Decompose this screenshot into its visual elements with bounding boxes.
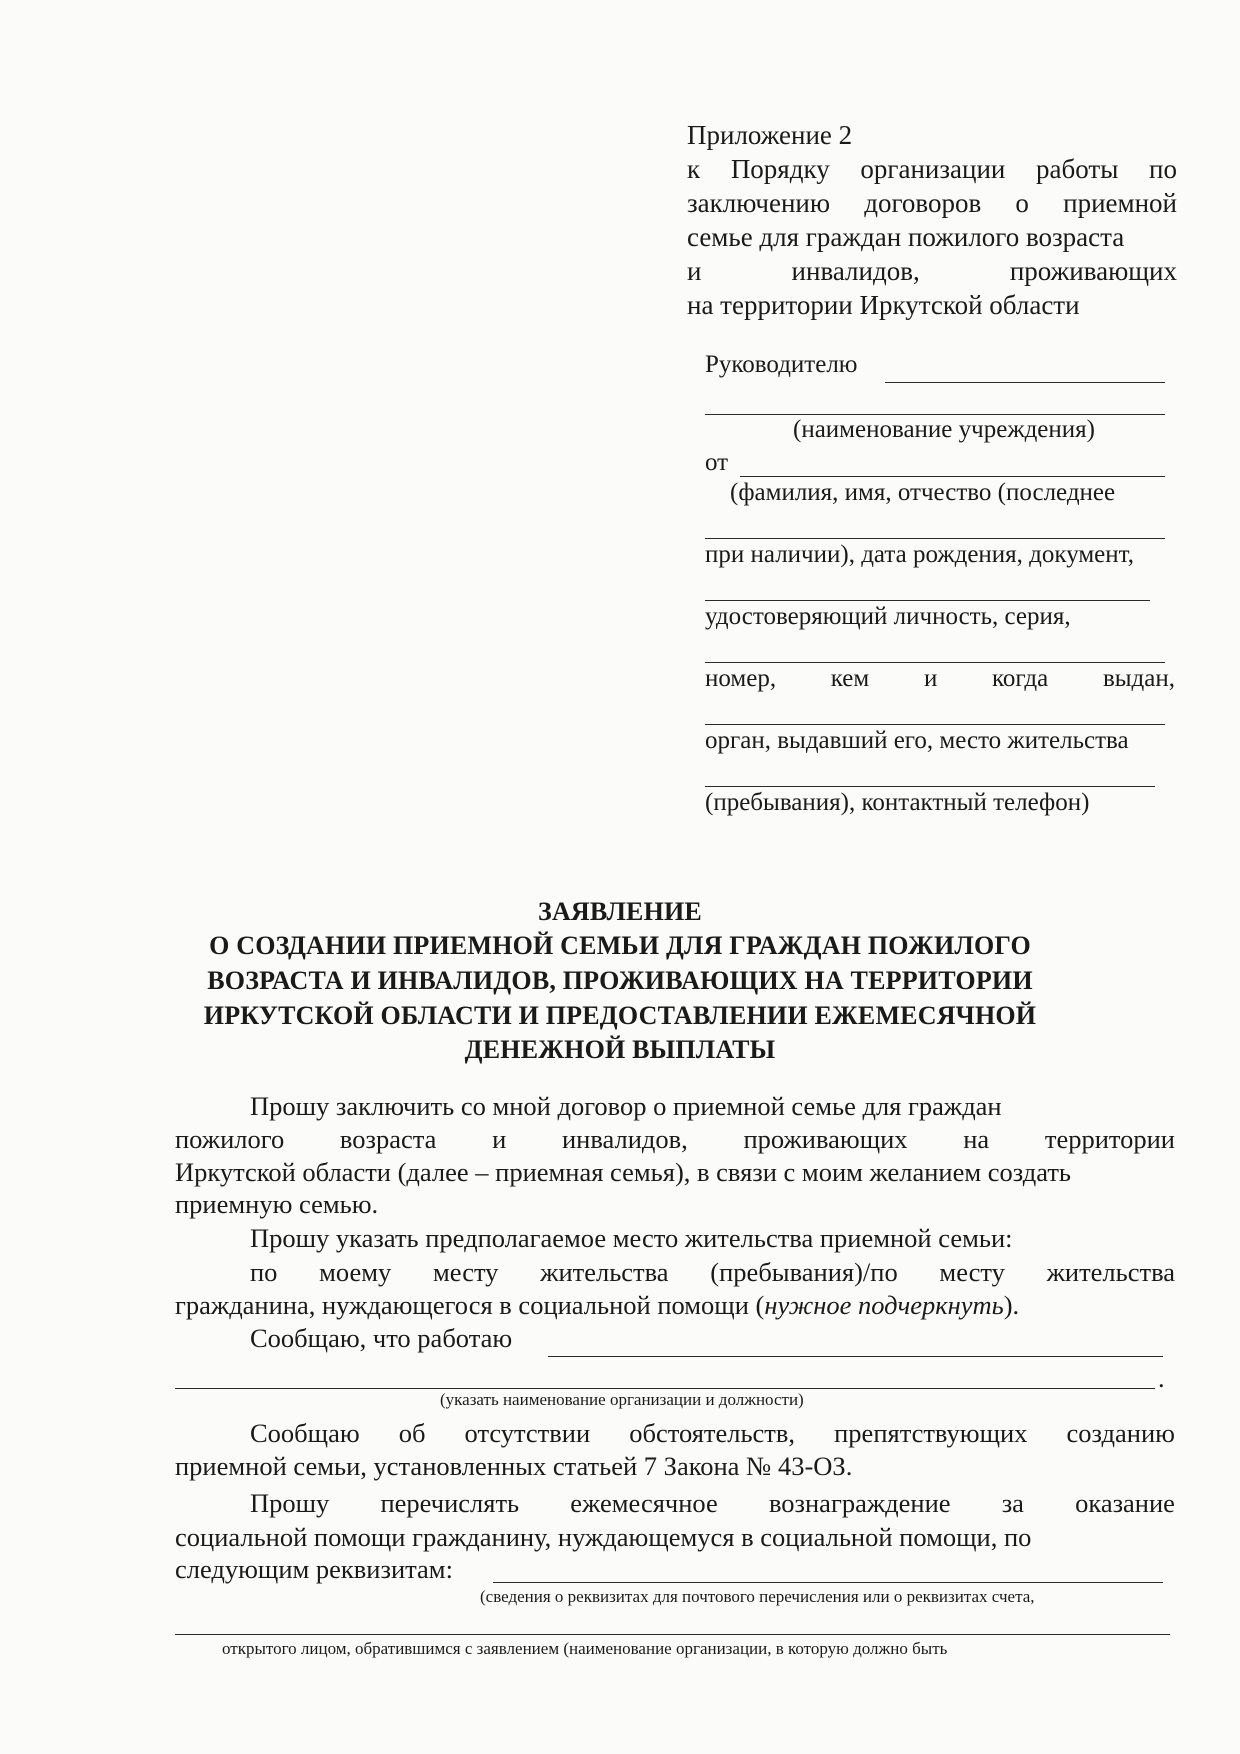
applicant-field-4[interactable] <box>705 662 1165 663</box>
caption-line-6: (пребывания), контактный телефон) <box>705 789 1090 816</box>
applicant-field[interactable] <box>740 476 1165 477</box>
institution-caption: (наименование учреждения) <box>793 416 1095 443</box>
appendix-line-5: на территории Иркутской области <box>687 290 1080 320</box>
appendix-title: Приложение 2 <box>687 120 853 150</box>
work-field[interactable] <box>548 1356 1163 1357</box>
appendix-line-3: семье для граждан пожилого возраста <box>687 222 1125 252</box>
caption-line-2: при наличии), дата рождения, документ, <box>705 541 1134 568</box>
bank-details-field-2[interactable] <box>175 1634 1170 1635</box>
caption-line-5: орган, выдавший его, место жительства <box>705 727 1129 754</box>
p1-line-2: пожилого возраста и инвалидов, проживающих на территории <box>175 1124 1175 1154</box>
appendix-line-4: и инвалидов, проживающих <box>687 256 1177 286</box>
work-field-2[interactable] <box>175 1388 1155 1389</box>
bank-caption-2: открытого лицом, обратившимся с заявлением (наименование организации, в которую должно быть <box>222 1639 948 1658</box>
applicant-field-2[interactable] <box>705 538 1165 539</box>
applicant-field-3[interactable] <box>705 600 1150 601</box>
doc-title-line-3: ВОЗРАСТА И ИНВАЛИДОВ, ПРОЖИВАЮЩИХ НА ТЕРРИТОРИИ <box>207 966 1033 995</box>
head-name-field[interactable] <box>885 382 1165 383</box>
head-label: Руководителю <box>705 351 858 378</box>
work-label: Сообщаю, что работаю <box>250 1323 513 1353</box>
p6-line-1: Прошу перечислять ежемесячное вознаграждение за оказание <box>250 1488 1175 1518</box>
appendix-line-1: к Порядку организации работы по <box>687 154 1177 184</box>
doc-title-line-2: О СОЗДАНИИ ПРИЕМНОЙ СЕМЬИ ДЛЯ ГРАЖДАН ПОЖИЛОГО <box>209 931 1031 960</box>
bank-details-field[interactable] <box>493 1582 1163 1583</box>
doc-title-line-4: ИРКУТСКОЙ ОБЛАСТИ И ПРЕДОСТАВЛЕНИИ ЕЖЕМЕСЯЧНОЙ <box>203 1001 1037 1030</box>
p5-line-2: приемной семьи, установленных статьей 7 Закона № 43-ОЗ. <box>175 1451 853 1481</box>
work-field-dot: . <box>1158 1363 1165 1393</box>
p5-line-1: Сообщаю об отсутствии обстоятельств, препятствующих созданию <box>250 1418 1175 1448</box>
p2-line-1: Прошу указать предполагаемое место жительства приемной семьи: <box>250 1223 1013 1253</box>
p3-line-1: по моему месту жительства (пребывания)/по месту жительства <box>250 1257 1175 1287</box>
p1-line-3: Иркутской области (далее – приемная семья), в связи с моим желанием создать <box>175 1157 1071 1187</box>
p6-line-2: социальной помощи гражданину, нуждающемуся в социальной помощи, по <box>175 1522 1032 1552</box>
p3-line-2: гражданина, нуждающегося в социальной помощи (нужное подчеркнуть). <box>175 1290 1020 1320</box>
applicant-field-6[interactable] <box>705 786 1155 787</box>
applicant-field-5[interactable] <box>705 724 1165 725</box>
doc-title-line-5: ДЕНЕЖНОЙ ВЫПЛАТЫ <box>464 1035 776 1064</box>
p6-line-3: следующим реквизитам: <box>175 1554 453 1584</box>
caption-line-3: удостоверяющий личность, серия, <box>705 603 1071 630</box>
p1-line-4: приемную семью. <box>175 1189 379 1219</box>
underline-hint: нужное подчеркнуть <box>764 1290 1004 1320</box>
doc-title-line-1: ЗАЯВЛЕНИЕ <box>538 897 702 926</box>
caption-line-1: (фамилия, имя, отчество (последнее <box>730 479 1116 506</box>
caption-line-4: номер, кем и когда выдан, <box>705 665 1175 692</box>
from-label: от <box>705 449 729 476</box>
work-caption: (указать наименование организации и должности) <box>440 1390 804 1409</box>
bank-caption-1: (сведения о реквизитах для почтового перечисления или о реквизитах счета, <box>480 1587 1035 1606</box>
p1-line-1: Прошу заключить со мной договор о приемной семье для граждан <box>250 1091 1002 1121</box>
appendix-line-2: заключению договоров о приемной <box>687 188 1177 218</box>
